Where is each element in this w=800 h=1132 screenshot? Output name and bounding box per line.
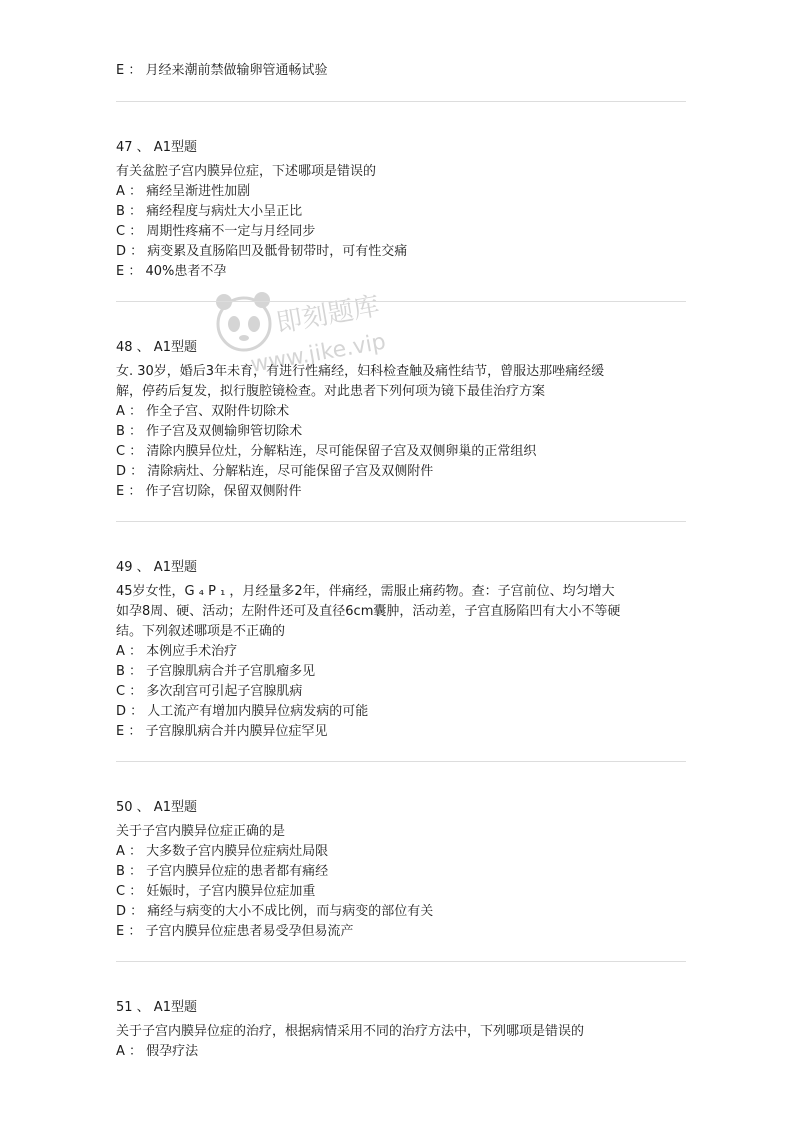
option-a: A ： 假孕疗法 <box>116 1044 199 1059</box>
option-b: B ： 子宫腺肌病合并子宫肌瘤多见 <box>116 664 316 679</box>
question-stem-line: 解，停药后复发，拟行腹腔镜检查。对此患者下列何项为镜下最佳治疗方案 <box>116 384 546 399</box>
option-a: A ： 作全子宫、双附件切除术 <box>116 404 290 419</box>
option-d: D ： 清除病灶、分解粘连，尽可能保留子宫及双侧附件 <box>116 464 434 479</box>
divider <box>116 301 686 302</box>
option-a: A ： 痛经呈渐进性加剧 <box>116 184 251 199</box>
watermark-url: www.jike.vip <box>248 329 388 378</box>
question-stem: 有关盆腔子宫内膜异位症，下述哪项是错误的 <box>116 164 377 179</box>
question-header: 51 、 A1型题 <box>116 1000 197 1015</box>
option-e: E ： 40%患者不孕 <box>116 264 227 279</box>
option-a: A ： 大多数子宫内膜异位症病灶局限 <box>116 844 329 859</box>
question-header: 49 、 A1型题 <box>116 560 197 575</box>
option-e: E ： 子宫腺肌病合并内膜异位症罕见 <box>116 724 328 739</box>
divider <box>116 101 686 102</box>
option-b: B ： 子宫内膜异位症的患者都有痛经 <box>116 864 329 879</box>
question-51 <box>116 998 686 1062</box>
option-b: B ： 作子宫及双侧输卵管切除术 <box>116 424 303 439</box>
question-stem-line: 结。下列叙述哪项是不正确的 <box>116 624 286 639</box>
option-b: B ： 痛经程度与病灶大小呈正比 <box>116 204 303 219</box>
divider <box>116 961 686 962</box>
option-a: A ： 本例应手术治疗 <box>116 644 238 659</box>
option-c: C ： 妊娠时，子宫内膜异位症加重 <box>116 884 316 899</box>
option-e: E ： 作子宫切除，保留双侧附件 <box>116 484 302 499</box>
question-header: 47 、 A1型题 <box>116 140 197 155</box>
divider <box>116 761 686 762</box>
question-47 <box>116 138 686 282</box>
question-stem: 关于子宫内膜异位症正确的是 <box>116 824 286 839</box>
option-d: D ： 病变累及直肠陷凹及骶骨韧带时，可有性交痛 <box>116 244 408 259</box>
option-e-prev: E ： 月经来潮前禁做输卵管通畅试验 <box>116 63 328 78</box>
option-c: C ： 清除内膜异位灶，分解粘连，尽可能保留子宫及双侧卵巢的正常组织 <box>116 444 537 459</box>
question-stem-line: 如孕8周、硬、活动；左附件还可及直径6cm囊肿，活动差，子宫直肠陷凹有大小不等硬 <box>116 604 621 619</box>
option-c: C ： 周期性疼痛不一定与月经同步 <box>116 224 316 239</box>
option-c: C ： 多次刮宫可引起子宫腺肌病 <box>116 684 303 699</box>
question-header: 50 、 A1型题 <box>116 800 197 815</box>
question-stem: 关于子宫内膜异位症的治疗，根据病情采用不同的治疗方法中，下列哪项是错误的 <box>116 1024 585 1039</box>
option-d: D ： 人工流产有增加内膜异位病发病的可能 <box>116 704 369 719</box>
option-d: D ： 痛经与病变的大小不成比例，而与病变的部位有关 <box>116 904 434 919</box>
question-header: 48 、 A1型题 <box>116 340 197 355</box>
question-48 <box>116 338 686 502</box>
question-49 <box>116 558 686 742</box>
question-stem-line: 45岁女性，G ₄ P ₁ ，月经量多2年，伴痛经，需服止痛药物。查：子宫前位、均匀增大 <box>116 584 615 599</box>
option-e: E ： 子宫内膜异位症患者易受孕但易流产 <box>116 924 354 939</box>
question-50 <box>116 798 686 942</box>
divider <box>116 521 686 522</box>
watermark-name: 即刻题库 <box>274 291 382 339</box>
question-stem-line: 女. 30岁，婚后3年未育，有进行性痛经，妇科检查触及痛性结节，曾服达那唑痛经缓 <box>116 364 605 379</box>
